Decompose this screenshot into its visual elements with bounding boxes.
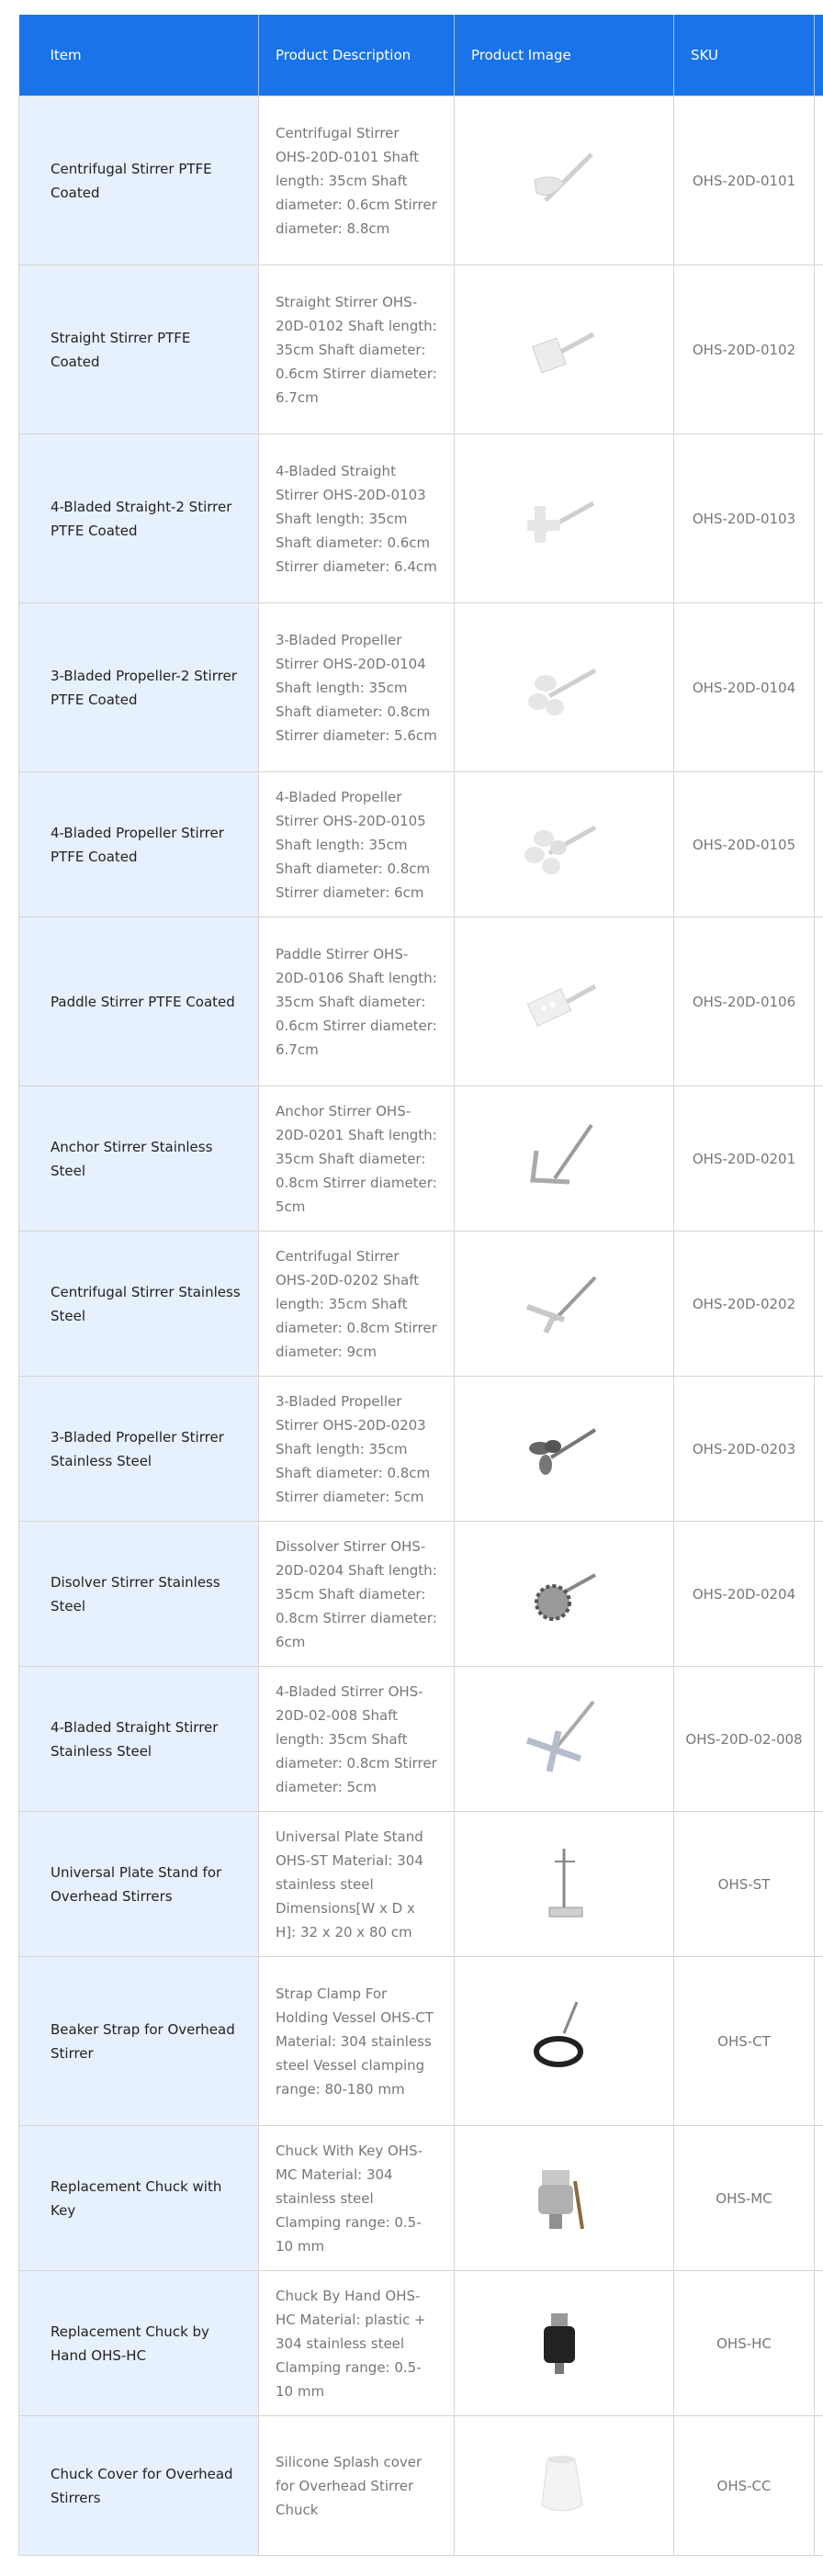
extra-column-cell — [815, 1377, 823, 1522]
table-row — [19, 1522, 823, 1667]
centrifugal-ptfe-stirrer-image — [518, 136, 610, 219]
4-bladed-straight-ptfe-stirrer-image — [518, 474, 610, 557]
product-image-cell — [455, 265, 674, 434]
extra-column-cell — [815, 1086, 823, 1232]
sku-value: OHS-20D-0101 — [674, 96, 815, 265]
product-description: Paddle Stirrer OHS-20D-0106 Shaft length: 35cm Shaft diameter: 0.6cm Stirrer diameter: 6.7cm — [259, 917, 455, 1086]
sku-value: OHS-20D-0201 — [674, 1086, 815, 1232]
product-image-cell — [455, 434, 674, 603]
centrifugal-steel-stirrer-image — [518, 1259, 610, 1342]
chuck-cover-image — [518, 2441, 610, 2524]
item-name: 3-Bladed Propeller Stirrer Stainless Steel — [19, 1377, 259, 1522]
sku-value: OHS-20D-0103 — [674, 434, 815, 603]
table-row — [19, 265, 823, 434]
table-row — [19, 1377, 823, 1522]
product-image-cell — [455, 1667, 674, 1812]
sku-value: OHS-20D-0104 — [674, 603, 815, 772]
item-name: Beaker Strap for Overhead Stirrer — [19, 1957, 259, 2126]
plate-stand-image — [518, 1839, 610, 1922]
product-image-cell — [455, 603, 674, 772]
item-name: Chuck Cover for Overhead Stirrers — [19, 2416, 259, 2556]
dissolver-steel-stirrer-image — [518, 1549, 610, 1632]
4-bladed-straight-steel-stirrer-image — [518, 1694, 610, 1777]
item-name: Paddle Stirrer PTFE Coated — [19, 917, 259, 1086]
item-name: Disolver Stirrer Stainless Steel — [19, 1522, 259, 1667]
extra-column-cell — [815, 2126, 823, 2271]
sku-value: OHS-ST — [674, 1812, 815, 1957]
product-image-cell — [455, 1377, 674, 1522]
product-description: Anchor Stirrer OHS-20D-0201 Shaft length: 35cm Shaft diameter: 0.8cm Stirrer diameter: 5cm — [259, 1086, 455, 1232]
table-row — [19, 603, 823, 772]
product-image-cell — [455, 1086, 674, 1232]
straight-ptfe-stirrer-image — [518, 305, 610, 388]
extra-column-cell — [815, 917, 823, 1086]
item-name: Anchor Stirrer Stainless Steel — [19, 1086, 259, 1232]
table-row — [19, 1086, 823, 1232]
sku-value: OHS-20D-02-008 — [674, 1667, 815, 1812]
table-row — [19, 1232, 823, 1377]
table-row — [19, 434, 823, 603]
table-header-row — [19, 15, 823, 96]
item-name: Straight Stirrer PTFE Coated — [19, 265, 259, 434]
product-image-cell — [455, 96, 674, 265]
table-row — [19, 917, 823, 1086]
anchor-steel-stirrer-image — [518, 1114, 610, 1197]
item-name: Centrifugal Stirrer Stainless Steel — [19, 1232, 259, 1377]
product-image-cell — [455, 1232, 674, 1377]
product-description: Centrifugal Stirrer OHS-20D-0101 Shaft length: 35cm Shaft diameter: 0.6cm Stirrer diameter: 8.8cm — [259, 96, 455, 265]
extra-column-cell — [815, 434, 823, 603]
product-description: Chuck By Hand OHS-HC Material: plastic + 304 stainless steel Clamping range: 0.5-10 mm — [259, 2271, 455, 2416]
item-name: 4-Bladed Straight Stirrer Stainless Steel — [19, 1667, 259, 1812]
paddle-ptfe-stirrer-image — [518, 957, 610, 1040]
table-row — [19, 1812, 823, 1957]
table-row — [19, 96, 823, 265]
extra-column-cell — [815, 1522, 823, 1667]
product-description: 3-Bladed Propeller Stirrer OHS-20D-0203 Shaft length: 35cm Shaft diameter: 0.8cm Stirrer diameter: 5cm — [259, 1377, 455, 1522]
sku-value: OHS-MC — [674, 2126, 815, 2271]
product-image-cell — [455, 1522, 674, 1667]
product-image-cell — [455, 2271, 674, 2416]
product-description: Dissolver Stirrer OHS-20D-0204 Shaft length: 35cm Shaft diameter: 0.8cm Stirrer diameter: 6cm — [259, 1522, 455, 1667]
beaker-strap-image — [518, 1997, 610, 2079]
4-bladed-propeller-ptfe-stirrer-image — [518, 800, 610, 883]
table-row — [19, 772, 823, 917]
table-row — [19, 1667, 823, 1812]
sku-value: OHS-20D-0202 — [674, 1232, 815, 1377]
table-row — [19, 2271, 823, 2416]
item-name: Replacement Chuck by Hand OHS-HC — [19, 2271, 259, 2416]
product-image-cell — [455, 2416, 674, 2556]
product-image-cell — [455, 917, 674, 1086]
3-bladed-propeller-ptfe-stirrer-image — [518, 643, 610, 726]
product-description: 4-Bladed Straight Stirrer OHS-20D-0103 Shaft length: 35cm Shaft diameter: 0.6cm Stirrer diameter: 6.4cm — [259, 434, 455, 603]
product-description: 4-Bladed Propeller Stirrer OHS-20D-0105 Shaft length: 35cm Shaft diameter: 0.8cm Stirrer diameter: 6cm — [259, 772, 455, 917]
item-name: Centrifugal Stirrer PTFE Coated — [19, 96, 259, 265]
product-image-cell — [455, 1957, 674, 2126]
product-table-container — [18, 15, 823, 2556]
sku-value: OHS-20D-0102 — [674, 265, 815, 434]
product-description: Universal Plate Stand OHS-ST Material: 304 stainless steel Dimensions[W x D x H]: 32 x 20 x 80 cm — [259, 1812, 455, 1957]
product-table — [18, 15, 823, 2556]
header-description: Product Description — [259, 15, 455, 96]
product-description: 4-Bladed Stirrer OHS-20D-02-008 Shaft length: 35cm Shaft diameter: 0.8cm Stirrer diameter: 5cm — [259, 1667, 455, 1812]
extra-column-cell — [815, 1667, 823, 1812]
extra-column-cell — [815, 2416, 823, 2556]
product-image-cell — [455, 2126, 674, 2271]
sku-value: OHS-20D-0106 — [674, 917, 815, 1086]
extra-column-cell — [815, 1957, 823, 2126]
product-description: Straight Stirrer OHS-20D-0102 Shaft length: 35cm Shaft diameter: 0.6cm Stirrer diameter: 6.7cm — [259, 265, 455, 434]
item-name: 4-Bladed Straight-2 Stirrer PTFE Coated — [19, 434, 259, 603]
header-sku: SKU — [674, 15, 815, 96]
extra-column-cell — [815, 772, 823, 917]
3-bladed-propeller-steel-stirrer-image — [518, 1404, 610, 1487]
item-name: Replacement Chuck with Key — [19, 2126, 259, 2271]
header-image: Product Image — [455, 15, 674, 96]
product-description: Chuck With Key OHS-MC Material: 304 stainless steel Clamping range: 0.5-10 mm — [259, 2126, 455, 2271]
sku-value: OHS-CC — [674, 2416, 815, 2556]
extra-column-cell — [815, 603, 823, 772]
chuck-with-key-image — [518, 2154, 610, 2236]
product-image-cell — [455, 772, 674, 917]
item-name: 4-Bladed Propeller Stirrer PTFE Coated — [19, 772, 259, 917]
sku-value: OHS-20D-0203 — [674, 1377, 815, 1522]
header-extra — [815, 15, 823, 96]
extra-column-cell — [815, 265, 823, 434]
chuck-by-hand-image — [518, 2299, 610, 2381]
extra-column-cell — [815, 2271, 823, 2416]
sku-value: OHS-HC — [674, 2271, 815, 2416]
item-name: Universal Plate Stand for Overhead Stirrers — [19, 1812, 259, 1957]
sku-value: OHS-20D-0105 — [674, 772, 815, 917]
product-description: Centrifugal Stirrer OHS-20D-0202 Shaft length: 35cm Shaft diameter: 0.8cm Stirrer diameter: 9cm — [259, 1232, 455, 1377]
sku-value: OHS-20D-0204 — [674, 1522, 815, 1667]
extra-column-cell — [815, 1232, 823, 1377]
extra-column-cell — [815, 1812, 823, 1957]
product-description: 3-Bladed Propeller Stirrer OHS-20D-0104 Shaft length: 35cm Shaft diameter: 0.8cm Stirrer diameter: 5.6cm — [259, 603, 455, 772]
sku-value: OHS-CT — [674, 1957, 815, 2126]
table-row — [19, 2416, 823, 2556]
item-name: 3-Bladed Propeller-2 Stirrer PTFE Coated — [19, 603, 259, 772]
product-description: Strap Clamp For Holding Vessel OHS-CT Material: 304 stainless steel Vessel clamping range: 80-180 mm — [259, 1957, 455, 2126]
product-image-cell — [455, 1812, 674, 1957]
product-description: Silicone Splash cover for Overhead Stirrer Chuck — [259, 2416, 455, 2556]
extra-column-cell — [815, 96, 823, 265]
header-item: Item — [19, 15, 259, 96]
table-row — [19, 2126, 823, 2271]
table-row — [19, 1957, 823, 2126]
